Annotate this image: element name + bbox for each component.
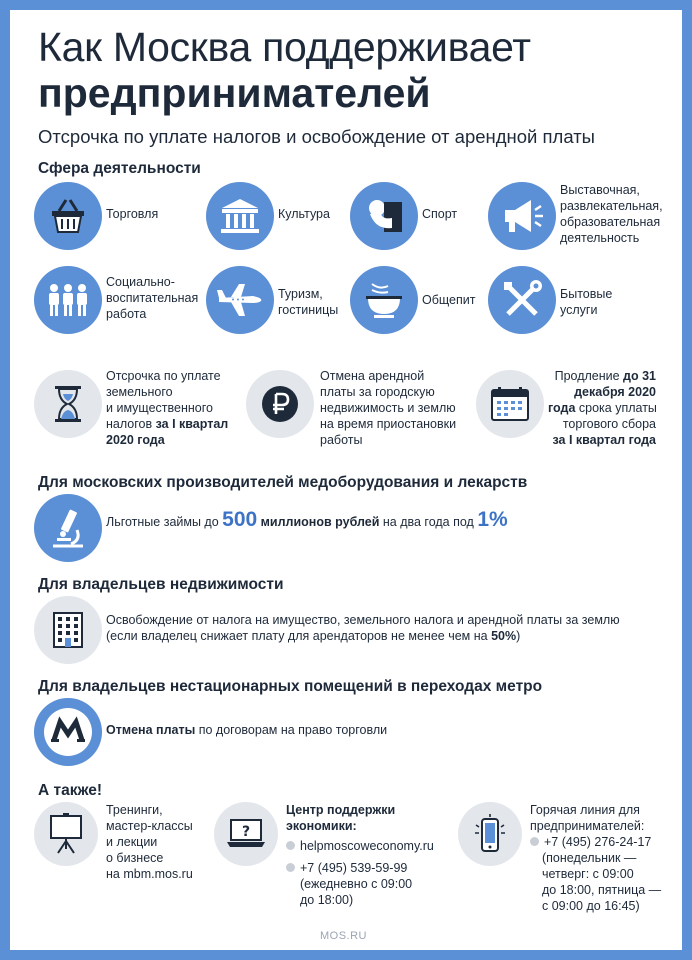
tools-icon [488,266,556,334]
realty-text-line: Освобождение от налога на имущество, земельного налога и арендной платы за землю [106,613,620,627]
hotline-phone-row [530,834,661,850]
shopping-basket-icon [34,182,102,250]
text-segment: срока уплаты [575,401,657,415]
support-phone-row [286,860,434,876]
training-text [106,802,193,882]
measure-fee-extension-line: торгового сбора [562,417,656,431]
text-bold-segment: 50% [491,629,517,643]
text-bold-segment: за I квартал [155,417,229,431]
realty-text [106,612,620,644]
sector-label-tourism [278,286,338,318]
measure-fee-extension-line [548,368,656,384]
people-icon [34,266,102,334]
training-text-line: мастер-классы [106,819,193,833]
smartphone-icon [458,802,522,866]
sector-label-household-line: Бытовые [560,287,613,301]
presentation-board-icon [34,802,98,866]
infographic-page [10,10,682,950]
text-bold-segment: года [548,401,576,415]
bullet-icon [286,841,295,850]
hotline-title-line: Горячая линия для [530,803,640,817]
measure-tax-deferral [106,368,228,448]
training-link[interactable]: на mbm.mos.ru [106,867,193,881]
ruble-icon [246,370,314,438]
footer-logo: MOS.RU [320,930,367,942]
bullet-icon [530,837,539,846]
hotline [530,802,661,914]
medical-text [106,508,508,531]
text-segment: Продление [554,369,624,383]
bullet-icon [286,863,295,872]
hotline-title-line: предпринимателей: [530,819,645,833]
svg-text:?: ? [241,824,251,840]
training-text-line: и лекции [106,835,158,849]
bicep-icon [350,182,418,250]
realty-heading: Для владельцев недвижимости [38,576,284,593]
text-bold-segment: 2020 года [106,433,165,447]
text-bold-segment: за I квартал года [552,433,656,447]
text-segment: (если владелец снижает плату для арендаторов не менее чем на [106,629,492,643]
measure-rent-cancel-line: работы [320,433,363,447]
support-title-line: экономики: [286,819,357,833]
text-bold-segment: миллионов рублей [257,515,380,529]
text-bold-segment: Отмена платы [106,723,196,737]
support-site-link[interactable]: helpmoscoweconomy.ru [300,839,434,853]
sector-label-social-line: Социально- [106,275,175,289]
measure-rent-cancel-line: платы за городскую [320,385,435,399]
laptop-question-icon [214,802,278,866]
measure-tax-deferral-line: земельного [106,385,173,399]
sector-label-culture: Культура [278,207,330,221]
medical-heading: Для московских производителей медоборудования и лекарств [38,474,528,491]
metro-heading: Для владельцев нестационарных помещений в переходах метро [38,678,543,695]
text-bold-segment: до 31 [623,369,656,383]
measure-rent-cancel-line: недвижимость и землю [320,401,456,415]
sector-label-social-line: работа [106,307,147,321]
sector-label-exhibition-line: образовательная [560,215,661,229]
support-center [286,802,434,908]
measure-fee-extension-line [548,400,656,416]
text-segment: Льготные займы до [106,515,223,529]
measure-tax-deferral-line: Отсрочка по уплате [106,369,221,383]
measure-tax-deferral-line [106,432,228,448]
hotline-hours-line: до 18:00, пятница — [542,883,662,897]
museum-icon [206,182,274,250]
sector-label-trade: Торговля [106,207,159,221]
support-phone-link[interactable]: +7 (495) 539-59-99 [300,861,408,875]
training-text-line: о бизнесе [106,851,164,865]
loan-rate: 1% [477,508,508,531]
text-segment: на два года под [379,515,478,529]
measure-rent-cancel-line: Отмена арендной [320,369,425,383]
page-subtitle: Отсрочка по уплате налогов и освобождение от арендной платы [38,126,595,147]
sector-label-exhibition-line: развлекательная, [560,199,663,213]
measure-fee-extension-line [548,384,656,400]
sector-label-social-line: воспитательная [106,291,199,305]
page-title-line1: Как Москва поддерживает [38,24,531,70]
measure-fee-extension-line [548,432,656,448]
calendar-icon [476,370,544,438]
measure-rent-cancel [320,368,456,448]
measure-fee-extension [548,368,656,448]
metro-logo-icon [34,698,102,766]
page-title-line2: предпринимателей [38,70,431,116]
training-text-line: Тренинги, [106,803,163,817]
sector-label-catering: Общепит [422,293,476,307]
megaphone-icon [488,182,556,250]
sector-label-sport: Спорт [422,207,458,221]
hotline-hours-line: (понедельник — [542,851,637,865]
hotline-hours-line: четверг: с 09:00 [542,867,634,881]
measure-tax-deferral-line [106,416,228,432]
support-hours-line: до 18:00) [300,893,354,907]
text-segment: налогов [106,417,156,431]
hotline-phone-link[interactable]: +7 (495) 276-24-17 [544,835,652,849]
sectors-heading: Сфера деятельности [38,160,201,177]
sector-label-exhibition-line: деятельность [560,231,640,245]
sector-label-exhibition [560,182,663,246]
support-hours-line: (ежедневно с 09:00 [300,877,413,891]
microscope-icon [34,494,102,562]
realty-text-line [106,628,620,644]
sector-label-household [560,286,612,318]
text-segment: по договорам на право торговли [195,723,388,737]
sector-label-tourism-line: Туризм, [278,287,323,301]
measure-tax-deferral-line: и имущественного [106,401,213,415]
sector-label-social [106,274,198,322]
text-bold-segment: декабря 2020 [574,385,656,399]
support-site-row [286,838,434,854]
hourglass-icon [34,370,102,438]
measure-rent-cancel-line: на время приостановки [320,417,457,431]
sector-label-household-line: услуги [560,303,598,317]
sector-label-tourism-line: гостиницы [278,303,339,317]
hotline-hours-line: с 09:00 до 16:45) [542,899,640,913]
sector-label-exhibition-line: Выставочная, [560,183,640,197]
loan-amount: 500 [222,508,258,531]
building-icon [34,596,102,664]
support-title-line: Центр поддержки [286,803,396,817]
also-heading: А также! [38,782,103,799]
airplane-icon [206,266,274,334]
metro-text [106,722,387,738]
text-segment: ) [516,629,521,643]
noodle-bowl-icon [350,266,418,334]
